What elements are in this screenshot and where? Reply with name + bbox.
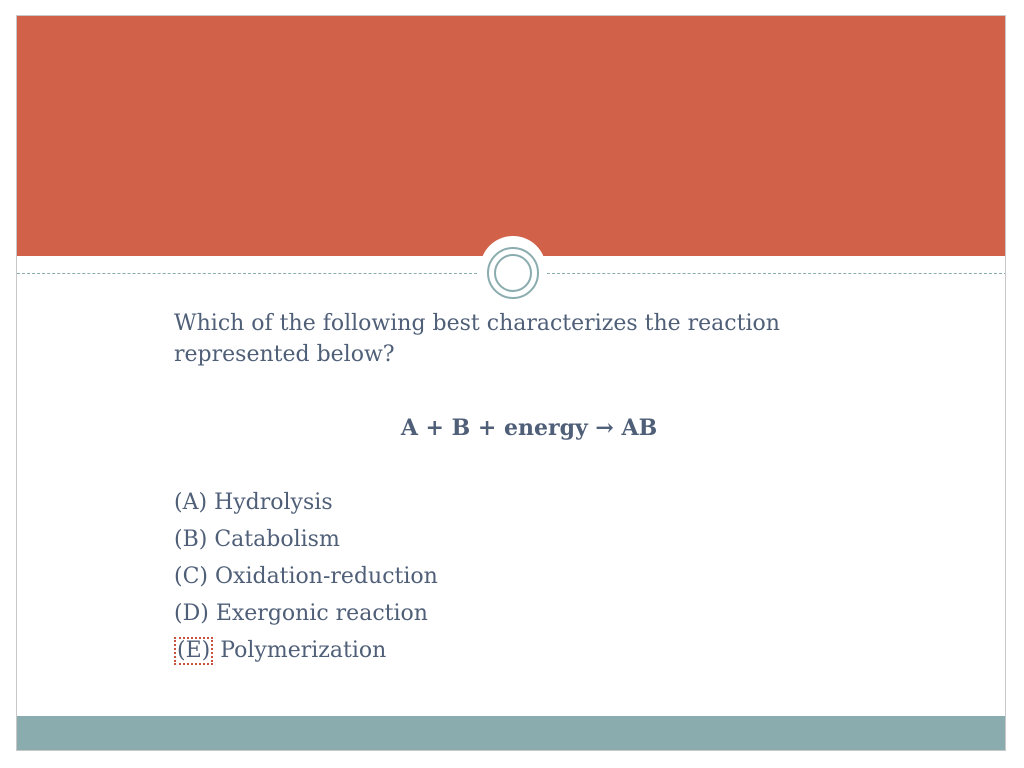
option-e [174, 635, 874, 672]
divider-right [547, 273, 1006, 274]
option-d [174, 598, 874, 635]
option-prefix: (A) [174, 490, 208, 515]
option-label: Polymerization [220, 638, 387, 663]
slide-content [174, 308, 874, 672]
option-label: Exergonic reaction [215, 601, 428, 626]
question-text [174, 308, 794, 370]
option-prefix: (D) [174, 601, 209, 626]
option-c [174, 561, 874, 598]
question-line-1: Which of the following best characterizes the reaction [174, 311, 780, 336]
option-prefix: (C) [174, 564, 208, 589]
divider-left [17, 273, 477, 274]
footer-band [17, 716, 1005, 750]
answer-options [174, 487, 874, 672]
option-label: Oxidation-reduction [215, 564, 438, 589]
reaction-equation: A + B + energy → AB [400, 415, 658, 441]
title-band [17, 16, 1005, 256]
divider-circle-icon [487, 247, 539, 299]
question-line-2: represented below? [174, 342, 395, 367]
slide [16, 15, 1006, 751]
option-label: Catabolism [214, 527, 340, 552]
option-label: Hydrolysis [214, 490, 333, 515]
divider-circle-inner [494, 254, 532, 292]
option-b [174, 524, 874, 561]
option-prefix: (B) [174, 527, 208, 552]
option-a [174, 487, 874, 524]
answer-marker-prefix: (E) [174, 637, 213, 665]
